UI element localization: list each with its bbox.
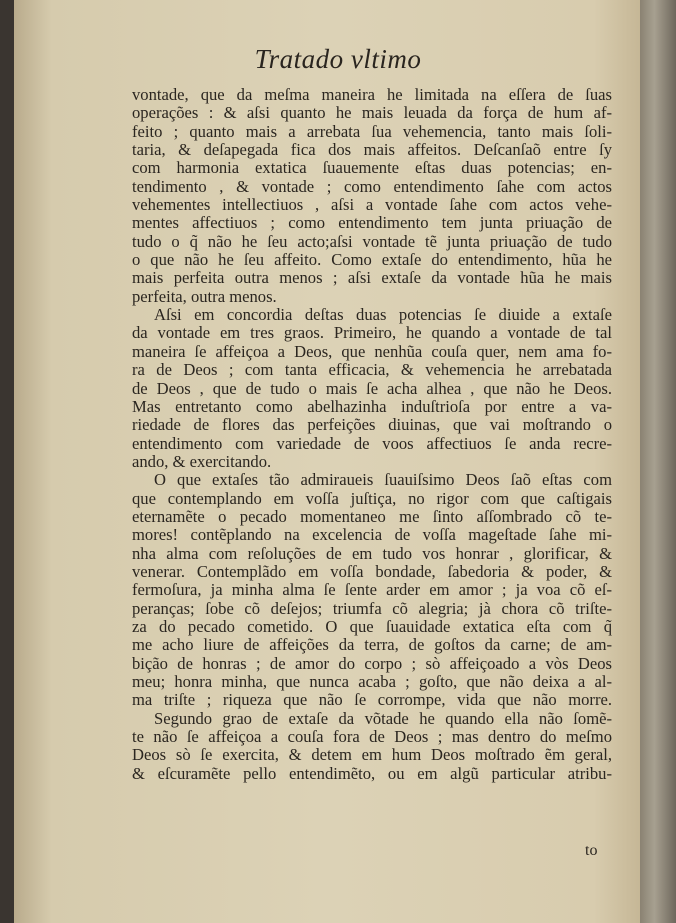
text-line: mais perfeita outra menos ; aſsi extaſe da vontade hũa he mais [132, 268, 612, 288]
text-line: Mas entretanto como abelhazinha induſtrioſa por entre a va- [132, 396, 612, 416]
catchword: to [585, 842, 598, 859]
text-line: ma triſte ; riqueza que não ſe corrompe, vida que não morre. [132, 690, 612, 710]
text-line: ando, & exercitando. [132, 451, 272, 471]
text-line: nha alma com reſoluções de em tudo vos honrar , glorificar, & [132, 543, 612, 563]
text-line: vehementes intellectiuos , aſsi a vontade ſahe com actos vehe- [132, 195, 612, 215]
running-title: Tratado vltimo [254, 44, 422, 74]
text-line: da vontade em tres graos. Primeiro, he quando a vontade de tal [132, 323, 612, 343]
text-line: feito ; quanto mais a arrebata ſua vehemencia, tanto mais ſoli- [132, 121, 612, 141]
text-line: com harmonia extatica ſuauemente eſtas duas potencias; en- [132, 158, 612, 178]
text-line: venerar. Contemplãdo em voſſa bondade, ſabedoria & poder, & [132, 561, 612, 581]
text-line: meu; honra minha, que nunca acaba ; goſto, que não deixa a al- [132, 672, 612, 691]
text-line: maneira ſe affeiçoa a Deos, que nenhũa couſa quer, nem ama fo- [132, 341, 612, 361]
text-line: fermoſura, ja minha alma ſe ſente arder em amor ; ja voa cõ eſ- [132, 580, 612, 600]
text-line: O que extaſes tão admiraueis ſuauiſsimo Deos ſaõ eſtas com [154, 470, 612, 490]
text-line: vontade, que da meſma maneira he limitada na eſſera de ſuas [132, 85, 612, 104]
text-line: za do pecado cometido. O que ſuauidade extatica eſta com q̃ [132, 616, 612, 636]
text-line: de Deos , que de tudo o mais ſe acha alhea , que não he Deos. [132, 378, 612, 398]
text-line: taria, & deſapegada fica dos mais affeitos. Deſcanſaõ entre ſy [132, 140, 612, 160]
book-binding [640, 0, 676, 923]
text-line: operações : & aſsi quanto he mais leuada da força de hum af- [132, 103, 612, 123]
text-line: entendimento com variedade de voos affectiuos ſe anda recre- [132, 433, 612, 453]
text-line: Segundo grao de extaſe da võtade he quando ella não ſomẽ- [154, 708, 612, 728]
text-line: o que não he ſeu affeito. Como extaſe do entendimento, hũa he [132, 250, 612, 270]
text-line: Deos sò ſe exercita, & detem em hum Deos moſtrado ẽm geral, [132, 745, 612, 765]
text-line: riedade de flores das perfeições diuinas, que vai moſtrando o [132, 415, 612, 435]
text-line: peranças; ſobe cõ deſejos; triumfa cõ alegria; jà chora cõ triſte- [132, 598, 612, 618]
text-line: te não ſe affeiçoa a couſa fora de Deos ; mas dentro do meſmo [132, 727, 612, 747]
text-line: tendimento , & vontade ; como entendimento ſahe com actos [132, 176, 612, 196]
text-line: bição de honras ; de amor do corpo ; sò affeiçoado a vòs Deos [132, 653, 612, 673]
text-line: ra de Deos ; com tanta efficacia, & vehemencia he arrebatada [132, 360, 612, 380]
text-line: mentes affectiuos ; como entendimento tem junta priuação de [132, 213, 612, 233]
text-line: perfeita, outra menos. [132, 286, 277, 306]
body-text [132, 86, 612, 783]
text-line: tudo o q̃ não he ſeu acto;aſsi vontade tẽ junta priuação de tudo [132, 231, 612, 251]
text-line: & eſcuramẽte pello entendimẽto, ou em algũ particular atribu- [132, 763, 612, 783]
text-line: mores! contẽplando na excelencia de voſſa mageſtade ſahe mi- [132, 525, 612, 545]
text-line: Aſsi em concordia deſtas duas potencias ſe diuide a extaſe [154, 305, 612, 325]
text-line: eternamẽte o pecado momentaneo me ſinto aſſombrado cõ te- [132, 506, 612, 526]
text-line: me acho liure de affeições da terra, de goſtos da carne; de am- [132, 635, 612, 655]
text-line: que contemplando em voſſa juſtiça, no rigor com que caſtigais [132, 488, 612, 508]
